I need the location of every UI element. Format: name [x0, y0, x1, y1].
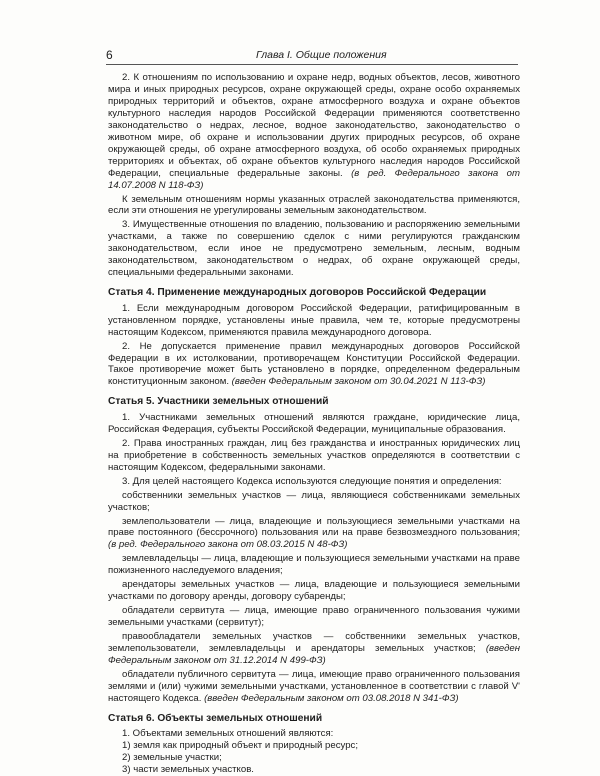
chapter-title: Глава I. Общие положения	[256, 49, 387, 61]
article5-paragraph-2: 2. Права иностранных граждан, лиц без гражданства и иностранных юридических лиц на приобретение в собственность земельных участков определяются в соответствии с настоящим Кодексом, федеральными законами.	[108, 437, 520, 473]
article3-paragraph-2-text: 2. К отношениям по использованию и охране недр, водных объектов, лесов, животного мира и иных природных ресурсов, охране окружающей среды, охране особо охраняемых природных территорий и объектов, охране атмосферного воздуха и охране объектов культурного наследия народов Российской Федерации применяются соответственно законодательство о недрах, лесное, водное законодательство, законодательство о животном мире, об охране и использовании других природных ресурсов, об охране окружающей среды, об охране атмосферного воздуха, об особо охраняемых природных территориях и объектах, об охране объектов культурного наследия народов Российской Федерации, специальные федеральные законы.	[108, 72, 520, 179]
article4-paragraph-2	[108, 341, 520, 389]
definition-land-holders: землевладельцы — лица, владеющие и пользующиеся земельными участками на праве пожизненного наследуемого владения;	[108, 553, 520, 577]
amendment-note: (в ред. Федерального закона от 08.03.2015 N 48-ФЗ)	[108, 539, 348, 551]
definition-owners: собственники земельных участков — лица, являющиеся собственниками земельных участков;	[108, 489, 520, 513]
list-item: 1) земля как природный объект и природный ресурс;	[122, 740, 359, 752]
list-item: 2) земельные участки;	[122, 752, 222, 764]
list-item: 3) части земельных участков.	[122, 764, 254, 776]
article5-paragraph-1: 1. Участниками земельных отношений являются граждане, юридические лица, Российская Федерация, субъекты Российской Федерации, муниципальные образования.	[108, 411, 520, 435]
article3-paragraph-2b: К земельным отношениям нормы указанных отраслей законодательства применяются, если эти отношения не урегулированы земельным законодательством.	[108, 193, 520, 217]
article4-paragraph-1: 1. Если международным договором Российской Федерации, ратифицированным в установленном порядке, установлены иные правила, чем те, которые предусмотрены настоящим Кодексом, применяются правила международного договора.	[108, 302, 520, 338]
definition-right-holders	[108, 631, 520, 667]
definition-right-holders-text: правообладатели земельных участков — собственники земельных участков, землепользователи, землевладельцы и арендаторы земельных участков;	[108, 631, 520, 655]
article5-heading: Статья 5. Участники земельных отношений	[108, 396, 329, 408]
definition-public-servitude-text: обладатели публичного сервитута — лица, имеющие право ограниченного пользования землями и (или) чужими земельными участками, установленное в соответствии с главой V' настоящего Кодекса.	[108, 668, 520, 704]
definition-tenants: арендаторы земельных участков — лица, владеющие и пользующиеся земельными участками по договору аренды, договору субаренды;	[108, 579, 520, 603]
amendment-note: (введен Федеральным законом от 31.12.2014 N 499-ФЗ)	[108, 643, 520, 666]
definition-servitude-holders: обладатели сервитута — лица, имеющие право ограниченного пользования чужими земельными участками (сервитут);	[108, 605, 520, 629]
amendment-note: (введен Федеральным законом от 03.08.2018 N 341-ФЗ)	[204, 692, 459, 704]
article3-paragraph-2	[108, 72, 520, 192]
amendment-note: (в ред. Федерального закона от 14.07.2008 N 118-ФЗ)	[108, 167, 520, 191]
amendment-note: (введен Федеральным законом от 30.04.2021 N 113-ФЗ)	[231, 376, 486, 388]
article5-paragraph-3: 3. Для целей настоящего Кодекса используются следующие понятия и определения:	[122, 475, 502, 487]
article6-paragraph-1: 1. Объектами земельных отношений являются:	[122, 728, 334, 740]
page-header	[106, 48, 518, 65]
page-content	[108, 72, 520, 776]
article4-paragraph-2-text: 2. Не допускается применение правил международных договоров Российской Федерации в их истолковании, противоречащем Конституции Российской Федерации. Такое противоречие может быть установлено в порядке, определенном федеральным конституционным законом.	[108, 340, 520, 388]
article3-paragraph-3: 3. Имущественные отношения по владению, пользованию и распоряжению земельными участками, а также по совершению сделок с ними регулируются гражданским законодательством, если иное не предусмотрено земельным, лесным, водным законодательством, законодательством о недрах, об охране окружающей среды, специальными федеральными законами.	[108, 219, 520, 279]
article6-list	[108, 728, 520, 776]
definition-land-users	[108, 516, 520, 552]
page-number: 6	[106, 48, 113, 62]
article6-heading: Статья 6. Объекты земельных отношений	[108, 712, 323, 724]
definition-public-servitude	[108, 669, 520, 705]
definition-land-users-text: землепользователи — лица, владеющие и пользующиеся земельными участками на праве постоянного (бессрочного) пользования или на праве безвозмездного пользования;	[108, 515, 520, 539]
article4-heading: Статья 4. Применение международных договоров Российской Федерации	[108, 287, 487, 299]
